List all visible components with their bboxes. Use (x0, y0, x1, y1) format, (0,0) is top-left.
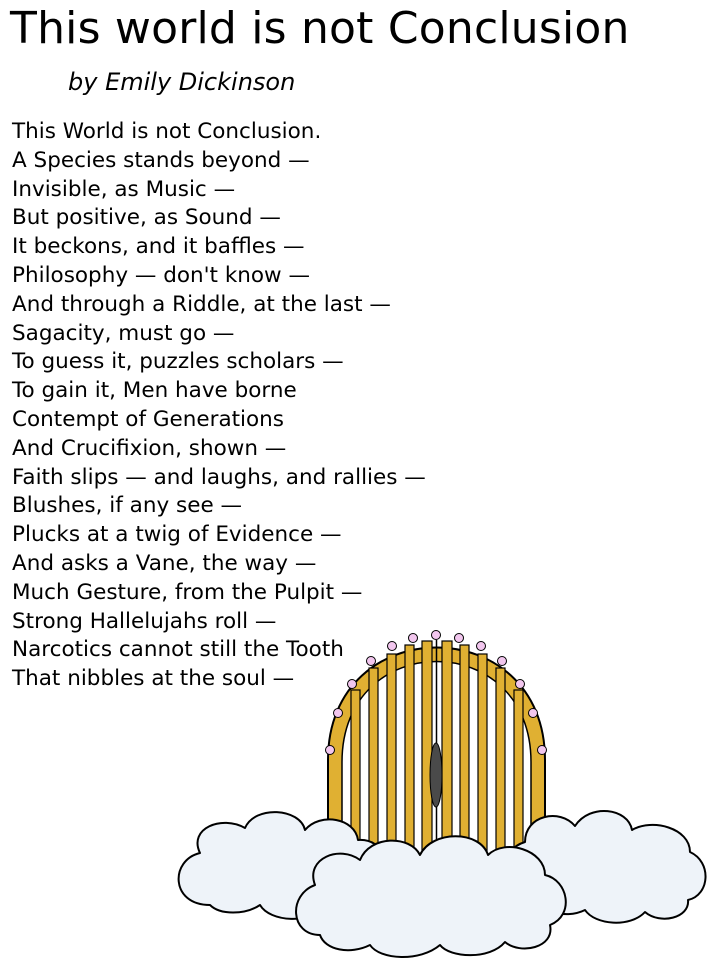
gate-bar (514, 690, 523, 866)
gate-bar (460, 645, 469, 866)
poem-line: Plucks at a twig of Evidence — (12, 522, 342, 548)
gate-bead (455, 634, 464, 643)
poem-line: Sagacity, must go — (12, 320, 235, 346)
poem-line: Blushes, if any see — (12, 493, 243, 519)
poem-line: It beckons, and it baffles — (12, 234, 305, 260)
poem-line: Contempt of Generations (12, 406, 285, 432)
poem-line: And through a Riddle, at the last — (12, 291, 391, 317)
poem-author-byline: by Emily Dickinson (68, 68, 296, 96)
poem-line: Faith slips — and laughs, and rallies — (12, 464, 426, 490)
poem-line: But positive, as Sound — (12, 205, 281, 231)
poem-line: This World is not Conclusion. (12, 119, 322, 144)
poem-line: And Crucifixion, shown — (12, 435, 287, 461)
gate-bar (478, 654, 487, 866)
gate-bar (369, 668, 378, 866)
poem-line: To guess it, puzzles scholars — (12, 349, 344, 375)
poem-title: This world is not Conclusion (10, 3, 630, 54)
poem-line: Invisible, as Music — (12, 176, 236, 202)
gate-bead (529, 709, 538, 718)
poem-line: To gain it, Men have borne (12, 378, 297, 404)
poem-line: A Species stands beyond — (12, 147, 310, 173)
poem-line: Much Gesture, from the Pulpit — (12, 579, 363, 605)
poem-line: Narcotics cannot still the Tooth (12, 637, 344, 663)
poem-line: And asks a Vane, the way — (12, 550, 317, 576)
gate-bead (334, 709, 343, 718)
poem-stanza (12, 118, 426, 694)
cloud-center (296, 836, 566, 957)
gate-bead (326, 746, 335, 755)
gate-bead (477, 642, 486, 651)
gate-bead (498, 657, 507, 666)
gate-bead (432, 631, 441, 640)
gate-bar (442, 641, 452, 866)
poem-line: Strong Hallelujahs roll — (12, 608, 277, 634)
poem-line: Philosophy — don't know — (12, 262, 310, 288)
gate-bead (538, 746, 547, 755)
gate-bead (516, 680, 525, 689)
gate-bar (496, 668, 505, 866)
poem-line: That nibbles at the soul — (12, 666, 295, 692)
gate-handle (430, 743, 442, 807)
